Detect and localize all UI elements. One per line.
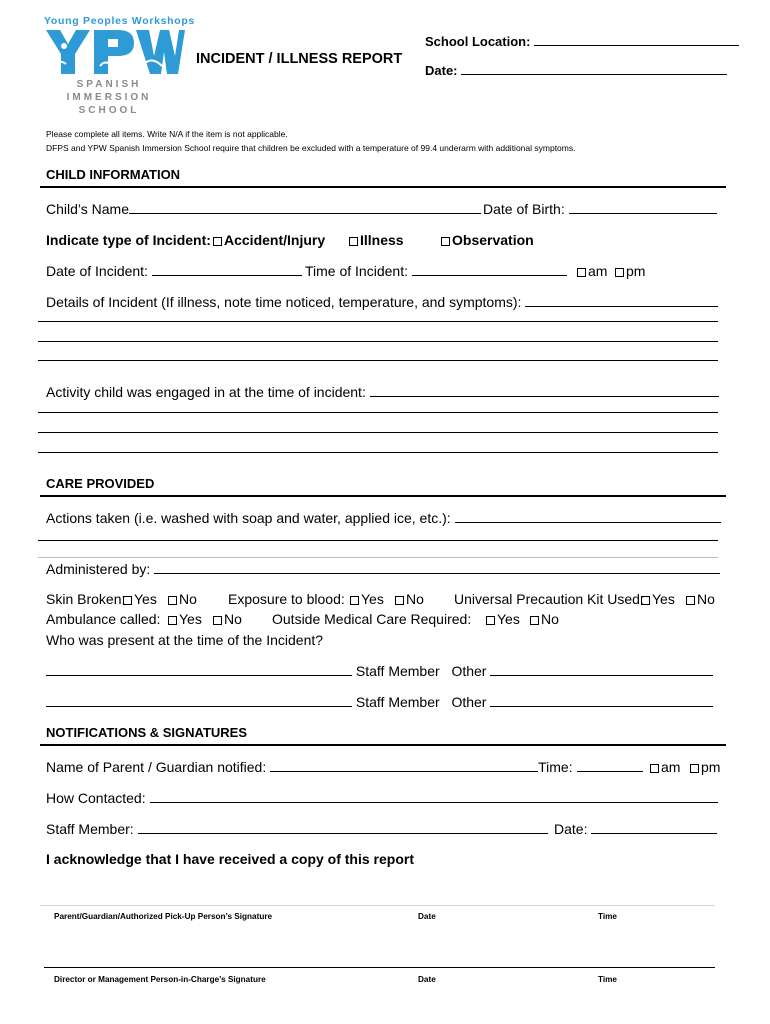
ambulance-yes-checkbox[interactable] [168,611,202,627]
observation-checkbox[interactable] [441,232,534,248]
notified-pm-checkbox[interactable] [690,759,720,775]
checkbox-icon [577,268,586,277]
checkbox-icon [123,596,132,605]
illness-checkbox[interactable] [349,232,404,248]
logo-sub-school: SCHOOL [78,105,140,116]
checkbox-icon [486,616,495,625]
director-signature-time-label: Time [598,975,617,984]
notif-staff-member-field[interactable] [46,821,548,837]
checkbox-icon [641,596,650,605]
details-field[interactable] [46,294,718,310]
section-divider [40,495,726,497]
checkbox-icon [650,764,659,773]
section-divider [40,744,726,746]
checkbox-icon [530,616,539,625]
dob-field[interactable] [483,201,717,217]
checkbox-icon [213,237,222,246]
ambulance-label: Ambulance called: [46,611,161,627]
director-signature-line[interactable] [44,967,715,968]
school-location-label: School Location: [425,34,531,49]
childs-name-field[interactable] [46,201,481,217]
director-signature-label: Director or Management Person-in-Charge’s Signature [54,975,266,984]
actions-line[interactable] [38,540,718,541]
other-label: Other [451,663,487,679]
section-heading-care: CARE PROVIDED [46,476,155,491]
staff-member-row-1[interactable] [46,663,713,679]
dob-label: Date of Birth: [483,201,565,217]
parent-signature-date-label: Date [418,912,436,921]
am-label: am [661,759,681,775]
ambulance-no-checkbox[interactable] [213,611,242,627]
incident-type-label: Indicate type of Incident: [46,232,211,248]
parent-signature-time-label: Time [598,912,617,921]
skin-broken-yes-checkbox[interactable] [123,591,157,607]
parent-signature-line[interactable] [40,905,715,906]
who-present-label: Who was present at the time of the Incident? [46,632,324,648]
logo-tagline: Young Peoples Workshops [44,15,196,27]
details-line[interactable] [38,321,718,322]
staff-member-label: Staff Member [355,694,440,710]
illness-label: Illness [360,232,404,248]
notif-date-field[interactable] [554,821,717,837]
header-date-field[interactable] [425,62,727,78]
parent-notified-label: Name of Parent / Guardian notified: [46,759,267,775]
skin-broken-no-checkbox[interactable] [168,591,197,607]
yes-label: Yes [134,591,157,607]
incident-pm-checkbox[interactable] [615,263,645,279]
exposure-label: Exposure to blood: [228,591,345,607]
header-date-label: Date: [425,63,458,78]
actions-taken-label: Actions taken (i.e. washed with soap and water, applied ice, etc.): [46,510,451,526]
parent-signature-label: Parent/Guardian/Authorized Pick-Up Person’s Signature [54,912,273,921]
checkbox-icon [690,764,699,773]
instructions-line-1: Please complete all items. Write N/A if the item is not applicable. [46,129,288,139]
skin-broken-label: Skin Broken: [46,591,126,607]
how-contacted-field[interactable] [46,790,718,806]
instructions-line-2: DFPS and YPW Spanish Immersion School require that children be excluded with a temperature of 99.4 underarm with additional symptoms. [46,143,576,153]
activity-line[interactable] [38,412,718,413]
ypw-logo-mark [44,28,186,76]
accident-label: Accident/Injury [224,232,326,248]
kit-yes-checkbox[interactable] [641,591,675,607]
activity-line[interactable] [38,432,718,433]
date-of-incident-label: Date of Incident: [46,263,148,279]
activity-label: Activity child was engaged in at the time of incident: [46,384,366,400]
exposure-yes-checkbox[interactable] [350,591,384,607]
outside-care-no-checkbox[interactable] [530,611,559,627]
outside-care-label: Outside Medical Care Required: [272,611,472,627]
no-label: No [697,591,715,607]
checkbox-icon [350,596,359,605]
yes-label: Yes [497,611,520,627]
activity-line[interactable] [38,452,718,453]
kit-no-checkbox[interactable] [686,591,715,607]
checkbox-icon [168,596,177,605]
staff-member-label: Staff Member [355,663,440,679]
section-divider [40,186,726,188]
administered-by-field[interactable] [46,561,720,577]
page-title: INCIDENT / ILLNESS REPORT [196,51,403,67]
parent-notified-field[interactable] [46,759,643,775]
notified-time-label: Time: [538,759,573,775]
am-label: am [588,263,608,279]
activity-field[interactable] [46,384,719,400]
observation-label: Observation [452,232,534,248]
actions-line[interactable] [38,557,718,558]
actions-taken-field[interactable] [46,510,721,526]
date-of-incident-field[interactable] [46,263,302,279]
pm-label: pm [626,263,646,279]
logo-sub-immersion: IMMERSION [66,92,152,103]
notified-am-checkbox[interactable] [650,759,680,775]
checkbox-icon [168,616,177,625]
details-line[interactable] [38,360,718,361]
pm-label: pm [701,759,721,775]
section-heading-child: CHILD INFORMATION [46,167,181,182]
logo-sub-spanish: SPANISH [76,79,142,90]
notif-staff-member-label: Staff Member: [46,821,134,837]
time-of-incident-field[interactable] [305,263,567,279]
school-location-field[interactable] [425,33,739,49]
other-label: Other [451,694,487,710]
exposure-no-checkbox[interactable] [395,591,424,607]
checkbox-icon [615,268,624,277]
outside-care-yes-checkbox[interactable] [486,611,520,627]
accident-checkbox[interactable] [213,232,325,248]
kit-label: Universal Precaution Kit Used: [454,591,644,607]
checkbox-icon [349,237,358,246]
acknowledge-text: I acknowledge that I have received a copy of this report [46,851,414,867]
checkbox-icon [395,596,404,605]
staff-member-row-2[interactable] [46,694,713,710]
no-label: No [179,591,197,607]
how-contacted-label: How Contacted: [46,790,146,806]
details-label: Details of Incident (If illness, note time noticed, temperature, and symptoms): [46,294,522,310]
details-line[interactable] [38,341,718,342]
section-heading-notifications: NOTIFICATIONS & SIGNATURES [46,725,248,740]
yes-label: Yes [361,591,384,607]
no-label: No [224,611,242,627]
no-label: No [406,591,424,607]
childs-name-label: Child’s Name [46,201,129,217]
incident-am-checkbox[interactable] [577,263,607,279]
checkbox-icon [213,616,222,625]
no-label: No [541,611,559,627]
checkbox-icon [441,237,450,246]
time-of-incident-label: Time of Incident: [305,263,408,279]
yes-label: Yes [652,591,675,607]
administered-by-label: Administered by: [46,561,151,577]
notif-date-label: Date: [554,821,588,837]
checkbox-icon [686,596,695,605]
director-signature-date-label: Date [418,975,436,984]
yes-label: Yes [179,611,202,627]
